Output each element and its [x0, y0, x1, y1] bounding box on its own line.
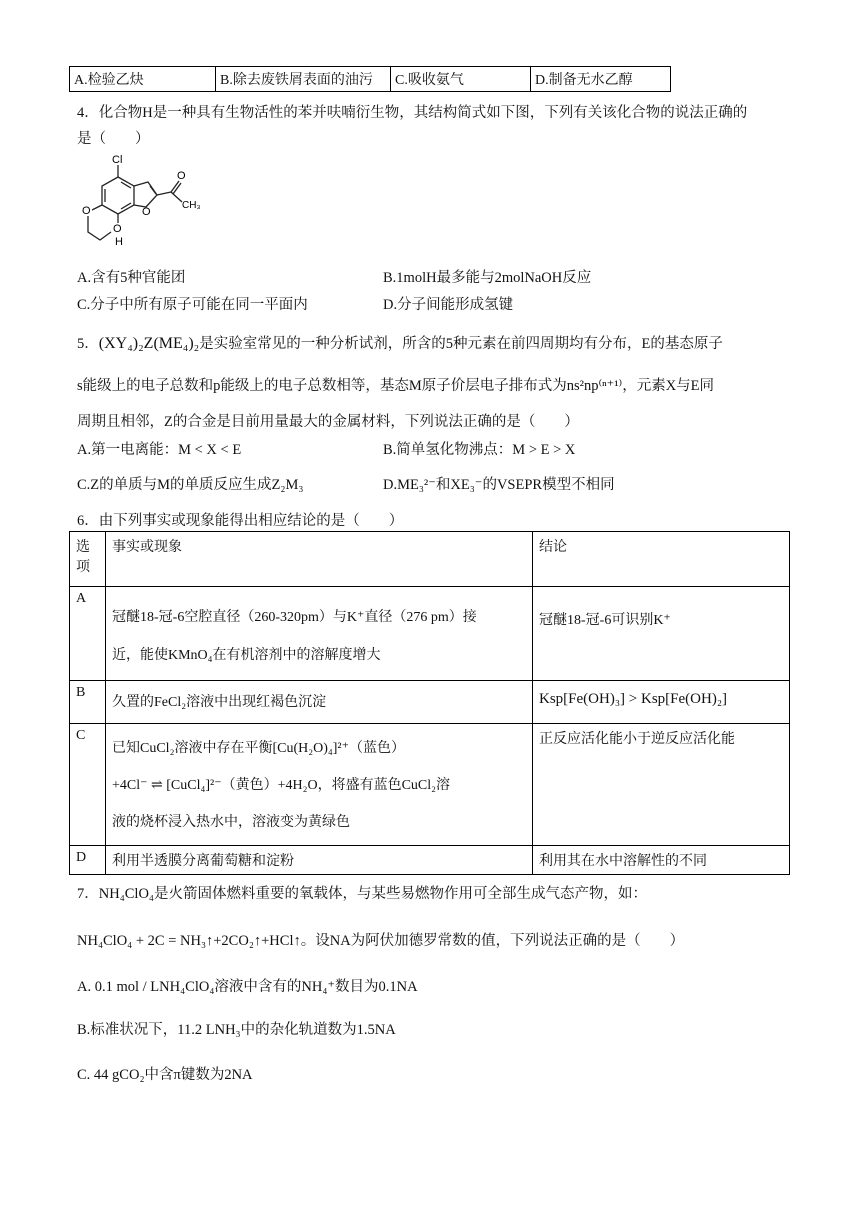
- q5-option-b: B.简单氢化物沸点：M > E > X: [383, 442, 576, 458]
- conclusion-text: 正反应活化能小于逆反应活化能: [539, 732, 735, 747]
- q5-stem-line1: [77, 332, 723, 353]
- header-conclusion: 结论: [533, 532, 790, 587]
- row-conclusion: [533, 724, 790, 846]
- q3-option-b: B.除去废铁屑表面的油污: [216, 67, 391, 92]
- q4-option-b: B.1molH最多能与2molNaOH反应: [383, 270, 592, 286]
- row-fact: [106, 587, 533, 681]
- conclusion-text: 利用其在水中溶解性的不同: [533, 846, 790, 875]
- q3-option-d: D.制备无水乙醇: [531, 67, 671, 92]
- q5-formula: (XY₄)₂Z(ME₄)₂: [98, 335, 200, 352]
- row-label: C: [70, 724, 106, 846]
- q7-option-c: C. 44 gCO₂中含π键数为2NA: [77, 1067, 253, 1083]
- q3-option-c: C.吸收氨气: [391, 67, 531, 92]
- table-row: [70, 67, 671, 92]
- header-fact: 事实或现象: [106, 532, 533, 587]
- q4-option-a: A.含有5种官能团: [77, 270, 186, 286]
- table-row: [70, 724, 790, 846]
- q7-option-a: A. 0.1 mol / LNH₄ClO₄溶液中含有的NH₄⁺数目为0.1NA: [77, 979, 418, 995]
- row-label: D: [70, 846, 106, 875]
- q5-stem-line3: 周期且相邻，Z的合金是目前用量最大的金属材料，下列说法正确的是（ ）: [77, 414, 579, 430]
- q7-stem-line1: 7．NH₄ClO₄是火箭固体燃料重要的氧载体，与某些易燃物作用可全部生成气态产物，如：: [77, 886, 647, 902]
- q5-option-d: D.ME₃²⁻和XE₃⁻的VSEPR模型不相同: [383, 477, 615, 493]
- q4-option-d: D.分子间能形成氢键: [383, 297, 514, 313]
- cl-label: Cl: [112, 154, 123, 166]
- q4-stem-line2: 是（ ）: [77, 131, 150, 147]
- table-row: [70, 681, 790, 724]
- hydrogen-label: H: [115, 236, 123, 248]
- row-label: B: [70, 681, 106, 724]
- fact-line: 冠醚18-冠-6空腔直径（260-320pm）与K⁺直径（276 pm）接: [112, 610, 477, 625]
- table-row: [70, 587, 790, 681]
- q4-stem-line1: 4．化合物H是一种具有生物活性的苯并呋喃衍生物，其结构简式如下图，下列有关该化合物的说法正确的: [77, 105, 748, 121]
- q5-stem-line2: s能级上的电子总数和p能级上的电子总数相等，基态M原子价层电子排布式为ns²np⁽ⁿ⁺¹⁾，元素X与E同: [77, 378, 715, 394]
- table-row: [70, 846, 790, 875]
- row-label: A: [70, 587, 106, 681]
- q3-options-table: [69, 66, 671, 92]
- table-header-row: [70, 532, 790, 587]
- row-conclusion: [533, 587, 790, 681]
- oxygen-label: O: [113, 223, 122, 235]
- fact-line: 近，能使KMnO₄在有机溶剂中的溶解度增大: [112, 648, 381, 663]
- conclusion-text: Ksp[Fe(OH)₃] > Ksp[Fe(OH)₂]: [539, 691, 728, 707]
- q3-option-a: A.检验乙炔: [70, 67, 216, 92]
- row-fact: [106, 681, 533, 724]
- q6-table: [69, 531, 790, 875]
- row-fact: [106, 724, 533, 846]
- q6-stem: 6．由下列事实或现象能得出相应结论的是（ ）: [77, 513, 404, 529]
- q5-stem-text: 是实验室常见的一种分析试剂，所含的5种元素在前四周期均有分布，E的基态原子: [199, 336, 723, 352]
- fact-line: 液的烧杯浸入热水中，溶液变为黄绿色: [112, 815, 350, 830]
- row-conclusion: [533, 681, 790, 724]
- header-option: 选项: [70, 532, 106, 587]
- fact-line: 利用半透膜分离葡萄糖和淀粉: [106, 846, 533, 875]
- fact-line: +4Cl⁻ ⇌ [CuCl₄]²⁻（黄色）+4H₂O，将盛有蓝色CuCl₂溶: [112, 778, 451, 793]
- q4-option-c: C.分子中所有原子可能在同一平面内: [77, 297, 308, 313]
- q7-stem-line2: NH₄ClO₄ + 2C = NH₃↑+2CO₂↑+HCl↑。设NA为阿伏加德罗常数的值，下列说法正确的是（ ）: [77, 933, 685, 949]
- methyl-label: CH₃: [182, 200, 201, 211]
- fact-line: 已知CuCl₂溶液中存在平衡[Cu(H₂O)₄]²⁺（蓝色）: [112, 741, 406, 756]
- fact-line: 久置的FeCl₂溶液中出现红褐色沉淀: [112, 695, 327, 710]
- oxygen-label: O: [82, 205, 91, 217]
- q5-option-c: C.Z的单质与M的单质反应生成Z₂M₃: [77, 477, 304, 493]
- q5-option-a: A.第一电离能：M < X < E: [77, 442, 242, 458]
- q7-option-b: B.标准状况下，11.2 LNH₃中的杂化轨道数为1.5NA: [77, 1022, 396, 1038]
- oxygen-label: O: [142, 206, 151, 218]
- compound-h-structure: [78, 152, 208, 257]
- ketone-oxygen-label: O: [177, 170, 186, 182]
- conclusion-text: 冠醚18-冠-6可识别K⁺: [539, 613, 671, 628]
- q5-number: 5．: [77, 336, 99, 352]
